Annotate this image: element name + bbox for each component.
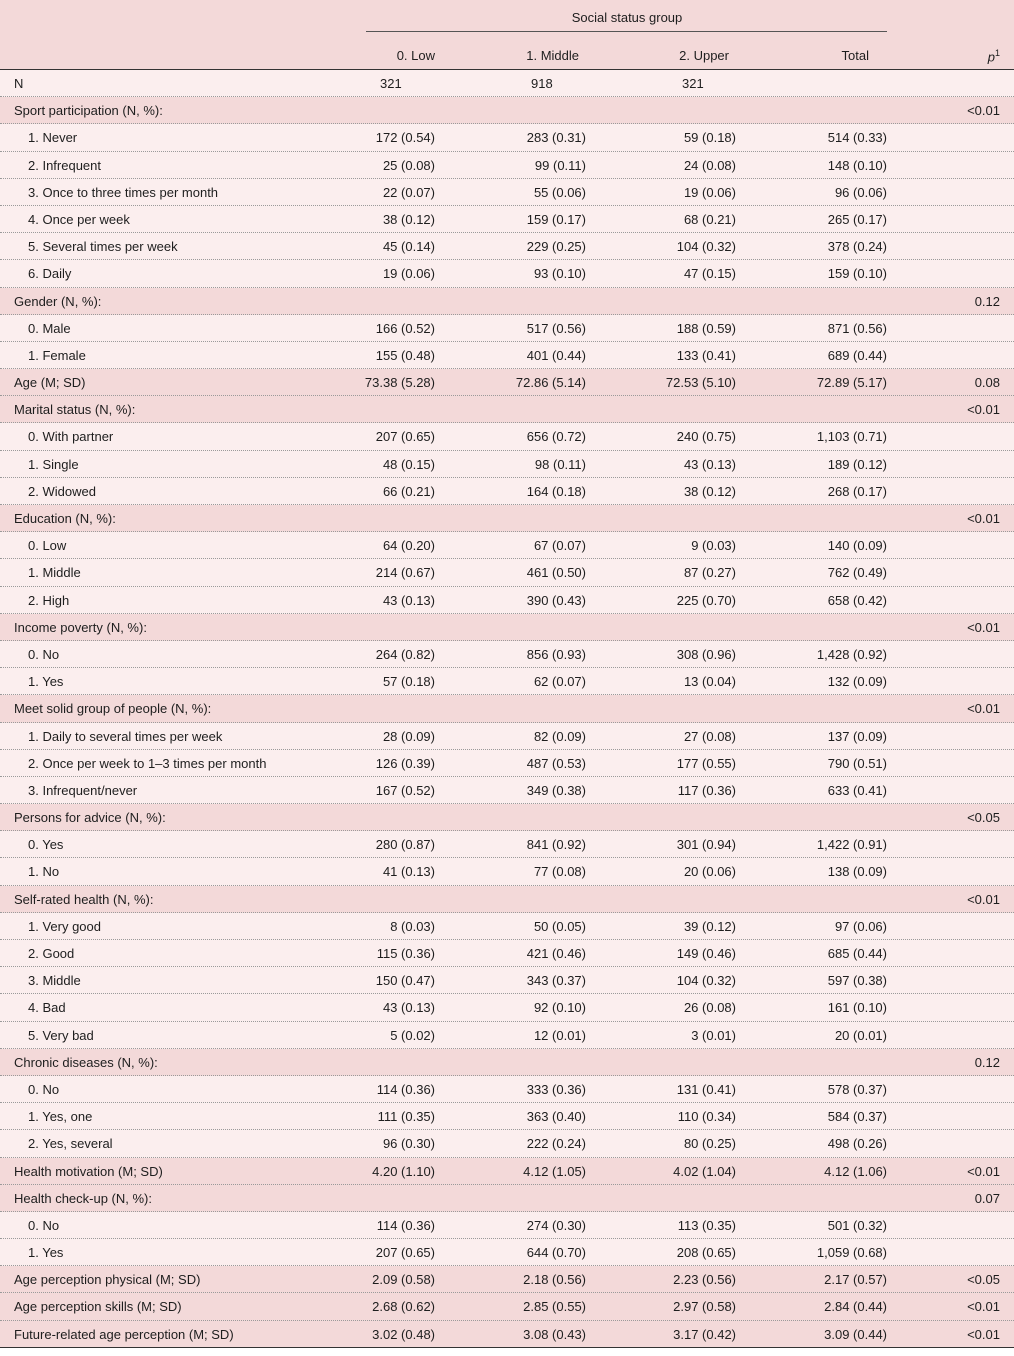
cell-total: 140 (0.09) bbox=[827, 538, 887, 554]
cell-p: <0.01 bbox=[967, 103, 1000, 119]
cell-middle: 82 (0.09) bbox=[533, 728, 586, 744]
cell-p: <0.05 bbox=[967, 810, 1000, 826]
cell-upper: 68 (0.21) bbox=[683, 211, 736, 227]
cell-middle: 50 (0.05) bbox=[533, 918, 586, 934]
row-label: N bbox=[14, 76, 24, 91]
row-label: 0. No bbox=[28, 646, 60, 662]
table-subrow bbox=[0, 423, 1014, 450]
cell-low: 41 (0.13) bbox=[382, 864, 435, 880]
row-label: 1. Yes, one bbox=[28, 1109, 93, 1125]
cell-total: 2.17 (0.57) bbox=[824, 1272, 887, 1288]
table-subrow bbox=[0, 559, 1014, 586]
table-subrow bbox=[0, 478, 1014, 505]
col-header-p-letter: p bbox=[987, 49, 995, 65]
table-subrow bbox=[0, 260, 1014, 287]
cell-upper: 13 (0.04) bbox=[683, 674, 736, 690]
cell-total: 378 (0.24) bbox=[827, 239, 887, 255]
cell-upper: 20 (0.06) bbox=[683, 864, 736, 880]
cell-middle: 229 (0.25) bbox=[526, 239, 586, 255]
row-label: 0. No bbox=[28, 1217, 60, 1233]
cell-upper: 2.97 (0.58) bbox=[673, 1299, 736, 1315]
row-label: Meet solid group of people (N, %): bbox=[14, 701, 212, 717]
cell-upper: 43 (0.13) bbox=[683, 456, 736, 472]
cell-low: 96 (0.30) bbox=[382, 1136, 435, 1152]
cell-total: 871 (0.56) bbox=[827, 320, 887, 336]
cell-upper: 38 (0.12) bbox=[683, 483, 736, 499]
cell-upper: 208 (0.65) bbox=[676, 1245, 736, 1261]
cell-low: 150 (0.47) bbox=[375, 973, 435, 989]
cell-low: 264 (0.82) bbox=[375, 646, 435, 662]
group-title: Social status group bbox=[571, 10, 683, 25]
table-row bbox=[0, 369, 1014, 396]
cell-upper: 131 (0.41) bbox=[676, 1081, 736, 1097]
row-label: 2. Once per week to 1–3 times per month bbox=[28, 755, 267, 771]
row-label: 0. Low bbox=[28, 538, 67, 554]
col-header-middle: 1. Middle bbox=[526, 48, 579, 63]
cell-middle: 164 (0.18) bbox=[526, 483, 586, 499]
cell-low: 3.02 (0.48) bbox=[372, 1326, 435, 1342]
cell-low: 207 (0.65) bbox=[375, 1245, 435, 1261]
cell-p: <0.01 bbox=[967, 1326, 1000, 1342]
cell-middle: 99 (0.11) bbox=[534, 157, 586, 173]
table-subrow bbox=[0, 831, 1014, 858]
table-subrow bbox=[0, 152, 1014, 179]
cell-low: 28 (0.09) bbox=[382, 728, 435, 744]
row-label: Future-related age perception (M; SD) bbox=[14, 1326, 234, 1342]
table-subrow bbox=[0, 233, 1014, 260]
table-subrow bbox=[0, 641, 1014, 668]
cell-upper: 104 (0.32) bbox=[676, 239, 736, 255]
cell-low: 8 (0.03) bbox=[390, 918, 435, 934]
col-header-p bbox=[960, 48, 1000, 64]
cell-upper: 87 (0.27) bbox=[683, 565, 736, 581]
table-row bbox=[0, 288, 1014, 315]
table-subrow bbox=[0, 179, 1014, 206]
table-subrow bbox=[0, 723, 1014, 750]
cell-middle: 72.86 (5.14) bbox=[515, 375, 586, 391]
cell-p: <0.01 bbox=[967, 701, 1000, 717]
row-label: Health check-up (N, %): bbox=[14, 1190, 152, 1206]
cell-low: 38 (0.12) bbox=[382, 211, 435, 227]
row-label: 1. Yes bbox=[28, 674, 64, 690]
cell-total: 514 (0.33) bbox=[827, 130, 887, 146]
cell-low: 45 (0.14) bbox=[382, 239, 435, 255]
cell-middle: 363 (0.40) bbox=[526, 1109, 586, 1125]
table-subrow bbox=[0, 315, 1014, 342]
cell-total: 132 (0.09) bbox=[827, 674, 887, 690]
cell-middle: 333 (0.36) bbox=[526, 1081, 586, 1097]
cell-middle: 421 (0.46) bbox=[526, 946, 586, 961]
cell-upper: 2.23 (0.56) bbox=[673, 1272, 736, 1288]
cell-upper: 3 (0.01) bbox=[691, 1027, 736, 1043]
row-label: Gender (N, %): bbox=[14, 293, 102, 309]
cell-upper: 188 (0.59) bbox=[676, 320, 736, 336]
cell-low: 43 (0.13) bbox=[382, 592, 435, 608]
cell-middle: 517 (0.56) bbox=[526, 320, 586, 336]
cell-upper: 177 (0.55) bbox=[676, 755, 736, 771]
cell-middle: 2.85 (0.55) bbox=[523, 1299, 586, 1315]
cell-low: 111 (0.35) bbox=[377, 1109, 435, 1125]
cell-upper: 39 (0.12) bbox=[683, 918, 736, 934]
cell-total: 72.89 (5.17) bbox=[816, 375, 887, 391]
cell-upper: 301 (0.94) bbox=[676, 837, 736, 853]
cell-middle: 841 (0.92) bbox=[526, 837, 586, 853]
cell-low: 19 (0.06) bbox=[382, 266, 435, 282]
cell-upper: 26 (0.08) bbox=[683, 1000, 736, 1016]
table-row bbox=[0, 396, 1014, 423]
cell-upper: 4.02 (1.04) bbox=[673, 1163, 736, 1179]
row-label: 4. Once per week bbox=[28, 211, 130, 227]
cell-total: 137 (0.09) bbox=[827, 728, 887, 744]
row-label: 0. Yes bbox=[28, 837, 64, 853]
cell-low: 43 (0.13) bbox=[382, 1000, 435, 1016]
row-label: 2. Yes, several bbox=[28, 1136, 113, 1152]
cell-p: 0.07 bbox=[974, 1190, 1000, 1206]
cell-middle: 3.08 (0.43) bbox=[523, 1326, 586, 1342]
cell-total: 159 (0.10) bbox=[827, 266, 887, 282]
cell-total: 597 (0.38) bbox=[827, 973, 887, 989]
col-header-total: Total bbox=[841, 48, 869, 63]
cell-total: 762 (0.49) bbox=[827, 565, 887, 581]
cell-total: 584 (0.37) bbox=[827, 1109, 887, 1125]
row-label: Age (M; SD) bbox=[14, 375, 86, 391]
cell-middle: 349 (0.38) bbox=[526, 782, 586, 798]
cell-middle: 67 (0.07) bbox=[533, 538, 586, 554]
cell-total: 20 (0.01) bbox=[834, 1027, 887, 1043]
table-body bbox=[0, 70, 1014, 1348]
row-label: 3. Once to three times per month bbox=[28, 184, 219, 200]
cell-total: 138 (0.09) bbox=[827, 864, 887, 880]
cell-total: 161 (0.10) bbox=[827, 1000, 887, 1016]
table-subrow bbox=[0, 777, 1014, 804]
cell-p: 0.12 bbox=[974, 1054, 1000, 1070]
cell-upper: 59 (0.18) bbox=[683, 130, 736, 146]
row-label: 2. High bbox=[28, 592, 70, 608]
cell-upper: 225 (0.70) bbox=[676, 592, 736, 608]
cell-total: 1,059 (0.68) bbox=[816, 1245, 887, 1261]
cell-upper: 9 (0.03) bbox=[691, 538, 736, 554]
table-subrow bbox=[0, 750, 1014, 777]
row-label: Self-rated health (N, %): bbox=[14, 891, 154, 907]
cell-upper: 19 (0.06) bbox=[683, 184, 736, 200]
cell-middle: 487 (0.53) bbox=[526, 755, 586, 771]
cell-upper: 27 (0.08) bbox=[683, 728, 736, 744]
cell-p: <0.01 bbox=[967, 511, 1000, 526]
cell-total: 501 (0.32) bbox=[827, 1217, 887, 1233]
cell-p: 0.12 bbox=[974, 293, 1000, 309]
cell-middle: 656 (0.72) bbox=[526, 429, 586, 445]
cell-upper: 3.17 (0.42) bbox=[673, 1326, 736, 1342]
table-subrow bbox=[0, 994, 1014, 1021]
cell-middle: 461 (0.50) bbox=[526, 565, 586, 581]
row-label: 1. Very good bbox=[28, 918, 101, 934]
cell-low: 167 (0.52) bbox=[375, 782, 435, 798]
cell-upper: 308 (0.96) bbox=[676, 646, 736, 662]
cell-low: 66 (0.21) bbox=[382, 483, 435, 499]
row-label: 1. Yes bbox=[28, 1245, 64, 1261]
cell-p: <0.01 bbox=[967, 402, 1000, 418]
cell-low: 126 (0.39) bbox=[375, 755, 435, 771]
cell-p: <0.01 bbox=[967, 891, 1000, 907]
table-row bbox=[0, 505, 1014, 532]
row-label: 1. Daily to several times per week bbox=[28, 728, 223, 744]
cell-low: 321 bbox=[380, 76, 402, 91]
row-label: Health motivation (M; SD) bbox=[14, 1163, 163, 1179]
cell-total: 658 (0.42) bbox=[827, 592, 887, 608]
cell-middle: 98 (0.11) bbox=[534, 456, 586, 472]
cell-low: 4.20 (1.10) bbox=[372, 1163, 435, 1179]
row-label: 1. Female bbox=[28, 347, 86, 363]
cell-upper: 80 (0.25) bbox=[683, 1136, 736, 1152]
cell-low: 214 (0.67) bbox=[375, 565, 435, 581]
cell-low: 207 (0.65) bbox=[375, 429, 435, 445]
row-label: 1. Single bbox=[28, 456, 79, 472]
cell-middle: 390 (0.43) bbox=[526, 592, 586, 608]
cell-p: <0.01 bbox=[967, 1299, 1000, 1315]
cell-total: 498 (0.26) bbox=[827, 1136, 887, 1152]
row-label: Sport participation (N, %): bbox=[14, 103, 163, 119]
cell-p: <0.01 bbox=[967, 1163, 1000, 1179]
col-header-upper: 2. Upper bbox=[679, 48, 729, 63]
table-subrow bbox=[0, 858, 1014, 885]
cell-total: 685 (0.44) bbox=[827, 946, 887, 961]
cell-low: 22 (0.07) bbox=[382, 184, 435, 200]
table-subrow bbox=[0, 967, 1014, 994]
cell-upper: 24 (0.08) bbox=[683, 157, 736, 173]
table-row bbox=[0, 1266, 1014, 1293]
cell-total: 633 (0.41) bbox=[827, 782, 887, 798]
cell-total: 689 (0.44) bbox=[827, 347, 887, 363]
table-row bbox=[0, 695, 1014, 722]
row-label: 0. With partner bbox=[28, 429, 114, 445]
row-label: Education (N, %): bbox=[14, 511, 116, 526]
cell-low: 155 (0.48) bbox=[375, 347, 435, 363]
table-subrow bbox=[0, 668, 1014, 695]
cell-low: 64 (0.20) bbox=[382, 538, 435, 554]
cell-upper: 117 (0.36) bbox=[677, 782, 736, 798]
row-label: Income poverty (N, %): bbox=[14, 619, 147, 635]
cell-low: 280 (0.87) bbox=[375, 837, 435, 853]
cell-low: 115 (0.36) bbox=[376, 946, 435, 961]
row-label: 5. Very bad bbox=[28, 1027, 94, 1043]
cell-middle: 401 (0.44) bbox=[526, 347, 586, 363]
cell-upper: 321 bbox=[682, 76, 704, 91]
table-subrow bbox=[0, 913, 1014, 940]
row-label: 4. Bad bbox=[28, 1000, 66, 1016]
row-label: Chronic diseases (N, %): bbox=[14, 1054, 158, 1070]
cell-total: 4.12 (1.06) bbox=[824, 1163, 887, 1179]
row-label: 2. Good bbox=[28, 946, 75, 961]
cell-low: 2.09 (0.58) bbox=[372, 1272, 435, 1288]
cell-total: 96 (0.06) bbox=[834, 184, 887, 200]
row-label: 0. No bbox=[28, 1081, 60, 1097]
cell-low: 166 (0.52) bbox=[375, 320, 435, 336]
col-header-p-footnote: 1 bbox=[994, 48, 1000, 58]
table-subrow bbox=[0, 1212, 1014, 1239]
cell-middle: 222 (0.24) bbox=[526, 1136, 586, 1152]
table-row bbox=[0, 804, 1014, 831]
cell-low: 114 (0.36) bbox=[376, 1217, 435, 1233]
cell-upper: 110 (0.34) bbox=[677, 1109, 736, 1125]
table-subrow bbox=[0, 451, 1014, 478]
table-subrow bbox=[0, 1076, 1014, 1103]
cell-middle: 343 (0.37) bbox=[526, 973, 586, 989]
row-label: 1. Middle bbox=[28, 565, 81, 581]
cell-middle: 2.18 (0.56) bbox=[523, 1272, 586, 1288]
cell-total: 2.84 (0.44) bbox=[824, 1299, 887, 1315]
table-subrow bbox=[0, 940, 1014, 967]
cell-middle: 93 (0.10) bbox=[533, 266, 586, 282]
table-row bbox=[0, 886, 1014, 913]
cell-middle: 4.12 (1.05) bbox=[523, 1163, 586, 1179]
cell-low: 114 (0.36) bbox=[376, 1081, 435, 1097]
cell-p: <0.05 bbox=[967, 1272, 1000, 1288]
table-subrow bbox=[0, 342, 1014, 369]
table-row bbox=[0, 1293, 1014, 1320]
table-row bbox=[0, 1185, 1014, 1212]
table-subrow bbox=[0, 124, 1014, 151]
cell-total: 268 (0.17) bbox=[827, 483, 887, 499]
row-label: Age perception skills (M; SD) bbox=[14, 1299, 182, 1315]
cell-upper: 149 (0.46) bbox=[676, 946, 736, 961]
table-row bbox=[0, 70, 1014, 97]
cell-upper: 240 (0.75) bbox=[676, 429, 736, 445]
cell-upper: 104 (0.32) bbox=[676, 973, 736, 989]
cell-total: 3.09 (0.44) bbox=[824, 1326, 887, 1342]
cell-middle: 62 (0.07) bbox=[533, 674, 586, 690]
cell-middle: 159 (0.17) bbox=[526, 211, 586, 227]
group-rule bbox=[366, 31, 887, 32]
table-row bbox=[0, 1321, 1014, 1348]
cell-p: <0.01 bbox=[967, 619, 1000, 635]
cell-total: 189 (0.12) bbox=[827, 456, 887, 472]
table-subrow bbox=[0, 206, 1014, 233]
row-label: 1. No bbox=[28, 864, 60, 880]
table-header bbox=[0, 0, 1014, 70]
cell-middle: 856 (0.93) bbox=[526, 646, 586, 662]
cell-low: 5 (0.02) bbox=[390, 1027, 435, 1043]
cell-p: 0.08 bbox=[974, 375, 1000, 391]
table-subrow bbox=[0, 532, 1014, 559]
row-label: 3. Infrequent/never bbox=[28, 782, 138, 798]
cell-low: 2.68 (0.62) bbox=[372, 1299, 435, 1315]
table-subrow bbox=[0, 1103, 1014, 1130]
cell-upper: 47 (0.15) bbox=[683, 266, 736, 282]
cell-low: 48 (0.15) bbox=[382, 456, 435, 472]
cell-low: 57 (0.18) bbox=[382, 674, 435, 690]
row-label: 0. Male bbox=[28, 320, 71, 336]
table-row bbox=[0, 614, 1014, 641]
cell-middle: 55 (0.06) bbox=[533, 184, 586, 200]
cell-low: 73.38 (5.28) bbox=[364, 375, 435, 391]
cell-total: 1,103 (0.71) bbox=[816, 429, 887, 445]
row-label: Age perception physical (M; SD) bbox=[14, 1272, 201, 1288]
cell-middle: 12 (0.01) bbox=[533, 1027, 586, 1043]
table-subrow bbox=[0, 587, 1014, 614]
table-row bbox=[0, 1049, 1014, 1076]
cell-total: 1,422 (0.91) bbox=[816, 837, 887, 853]
cell-upper: 133 (0.41) bbox=[676, 347, 736, 363]
row-label: Marital status (N, %): bbox=[14, 402, 136, 418]
table-subrow bbox=[0, 1239, 1014, 1266]
table-row bbox=[0, 1158, 1014, 1185]
cell-middle: 918 bbox=[531, 76, 553, 91]
table-row bbox=[0, 97, 1014, 124]
cell-total: 265 (0.17) bbox=[827, 211, 887, 227]
cell-upper: 72.53 (5.10) bbox=[665, 375, 736, 391]
cell-middle: 283 (0.31) bbox=[526, 130, 586, 146]
cell-middle: 274 (0.30) bbox=[526, 1217, 586, 1233]
row-label: 1. Never bbox=[28, 130, 78, 146]
cell-middle: 92 (0.10) bbox=[533, 1000, 586, 1016]
row-label: 2. Widowed bbox=[28, 483, 96, 499]
cell-low: 172 (0.54) bbox=[375, 130, 435, 146]
row-label: 3. Middle bbox=[28, 973, 81, 989]
cell-total: 148 (0.10) bbox=[827, 157, 887, 173]
cell-total: 97 (0.06) bbox=[834, 918, 887, 934]
table-subrow bbox=[0, 1022, 1014, 1049]
cell-total: 578 (0.37) bbox=[827, 1081, 887, 1097]
cell-middle: 644 (0.70) bbox=[526, 1245, 586, 1261]
cell-total: 790 (0.51) bbox=[827, 755, 887, 771]
row-label: 6. Daily bbox=[28, 266, 72, 282]
table-subrow bbox=[0, 1130, 1014, 1157]
row-label: 2. Infrequent bbox=[28, 157, 101, 173]
cell-total: 1,428 (0.92) bbox=[816, 646, 887, 662]
cell-upper: 113 (0.35) bbox=[677, 1217, 736, 1233]
cell-middle: 77 (0.08) bbox=[533, 864, 586, 880]
col-header-low: 0. Low bbox=[396, 48, 435, 63]
row-label: 5. Several times per week bbox=[28, 239, 178, 255]
row-label: Persons for advice (N, %): bbox=[14, 810, 166, 826]
cell-low: 25 (0.08) bbox=[382, 157, 435, 173]
